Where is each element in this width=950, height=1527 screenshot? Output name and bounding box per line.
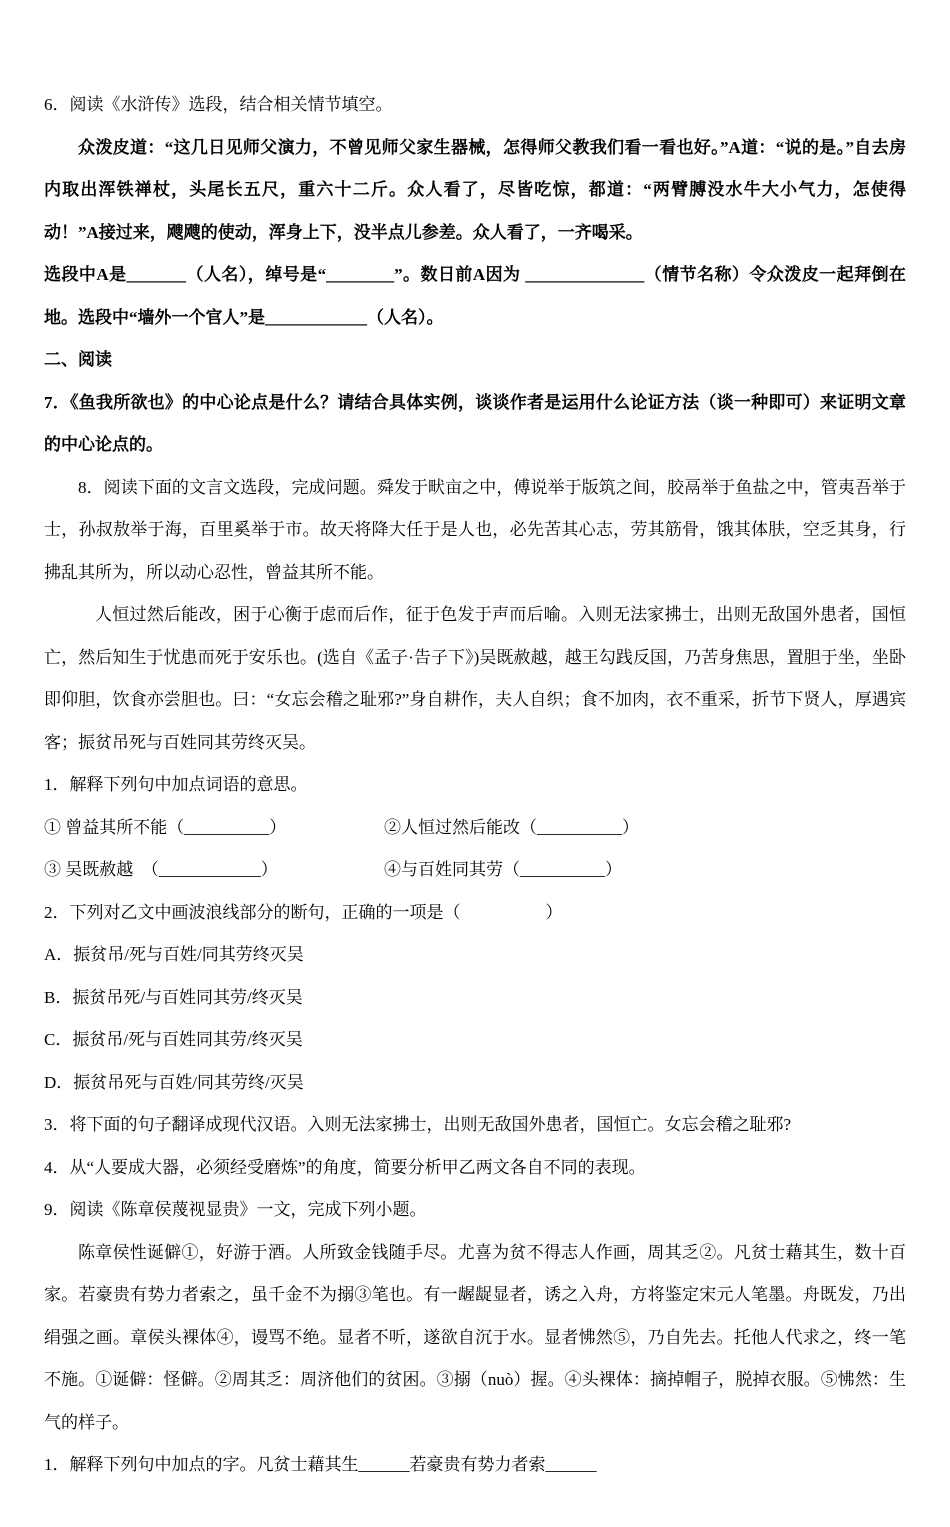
question-9-passage: 陈章侯性诞僻①，好游于酒。人所致金钱随手尽。尤喜为贫不得志人作画，周其乏②。凡贫士藉其生，数十百家。若豪贵有势力者索之，虽千金不为搦③笔也。有一龌龊显者，诱之入舟，方将鉴定宋元人笔墨。舟既发，乃出绢强之画。章侯头裸体④，谩骂不绝。显者不听，遂欲自沉于水。显者怫然⑤，乃自先去。托他人代求之，终一笔不施。①诞僻：怪僻。②周其乏：周济他们的贫困。③搦（nuò）握。④头裸体：摘掉帽子，脱掉衣服。⑤怫然：生气的样子。 [44,1242,906,1432]
question-8-sub2-heading: 2．下列对乙文中画波浪线部分的断句，正确的一项是（ ） [44,902,563,922]
question-6-heading: 6．阅读《水浒传》选段，结合相关情节填空。 [44,95,393,114]
option-a: A．振贫吊/死与百姓/同其劳终灭吴 [44,945,304,964]
question-9-heading: 9．阅读《陈章侯蔑视显贵》一文，完成下列小题。 [44,1200,427,1219]
question-8-sub3: 3．将下面的句子翻译成现代汉语。入则无法家拂士，出则无敌国外患者，国恒亡。女忘会稽之耻邪? [44,1115,792,1134]
blank-item-4: ④与百姓同其劳（__________） [384,860,622,879]
option-b: B．振贫吊死/与百姓同其劳/终灭吴 [44,987,303,1007]
blank-item-2: ②人恒过然后能改（__________） [384,817,639,837]
question-6-fill-blanks: 选段中A是_______（人名），绰号是“________”。数日前A因为 ______________（情节名称）令众泼皮一起拜倒在地。选段中“墙外一个官人”是____________（人名）。 [44,265,906,327]
blank-row-2 [44,849,906,892]
question-7: 7．《鱼我所欲也》的中心论点是什么？请结合具体实例，谈谈作者是运用什么论证方法（谈一种即可）来证明文章的中心论点的。 [44,392,906,454]
question-8-sub4: 4．从“人要成大器，必须经受磨炼”的角度，简要分析甲乙两文各自不同的表现。 [44,1157,646,1177]
question-6-passage: 众泼皮道：“这几日见师父演力，不曾见师父家生器械，怎得师父教我们看一看也好。”A道：“说的是。”自去房内取出浑铁禅杖，头尾长五尺，重六十二斤。众人看了，尽皆吃惊，都道：“两臂膊没水牛大小气力，怎使得动！”A接过来，飕飕的使动，浑身上下，没半点儿参差。众人看了，一齐喝采。 [44,137,906,242]
blank-row-1 [44,807,906,850]
section-heading-reading: 二、阅读 [44,350,112,369]
option-d: D．振贫吊死与百姓/同其劳终/灭吴 [44,1072,304,1092]
question-8-sub1-heading: 1．解释下列句中加点词语的意思。 [44,775,308,794]
blank-item-3: ③ 吴既赦越 （____________） [44,860,278,879]
blank-item-1: ① 曾益其所不能（__________） [44,817,287,837]
question-8-intro-passage: 8．阅读下面的文言文选段，完成问题。舜发于畎亩之中，傅说举于版筑之间，胶鬲举于鱼盐之中，管夷吾举于士，孙叔敖举于海，百里奚举于市。故天将降大任于是人也，必先苦其心志，劳其筋骨，饿其体肤，空乏其身，行拂乱其所为，所以动心忍性，曾益其所不能。 [44,477,906,582]
option-c: C．振贫吊/死与百姓同其劳/终灭吴 [44,1030,303,1049]
question-8-passage-2: 人恒过然后能改，困于心衡于虑而后作，征于色发于声而后喻。入则无法家拂士，出则无敌国外患者，国恒亡，然后知生于忧患而死于安乐也。(选自《孟子·告子下》)吴既赦越，越王勾践反国，乃苦身焦思，置胆于坐，坐卧即仰胆，饮食亦尝胆也。曰：“女忘会稽之耻邪?”身自耕作，夫人自织；食不加肉，衣不重采，折节下贤人，厚遇宾客；振贫吊死与百姓同其劳终灭吴。 [44,605,906,752]
question-9-sub1: 1．解释下列句中加点的字。凡贫士藉其生______若豪贵有势力者索______ [44,1455,597,1474]
